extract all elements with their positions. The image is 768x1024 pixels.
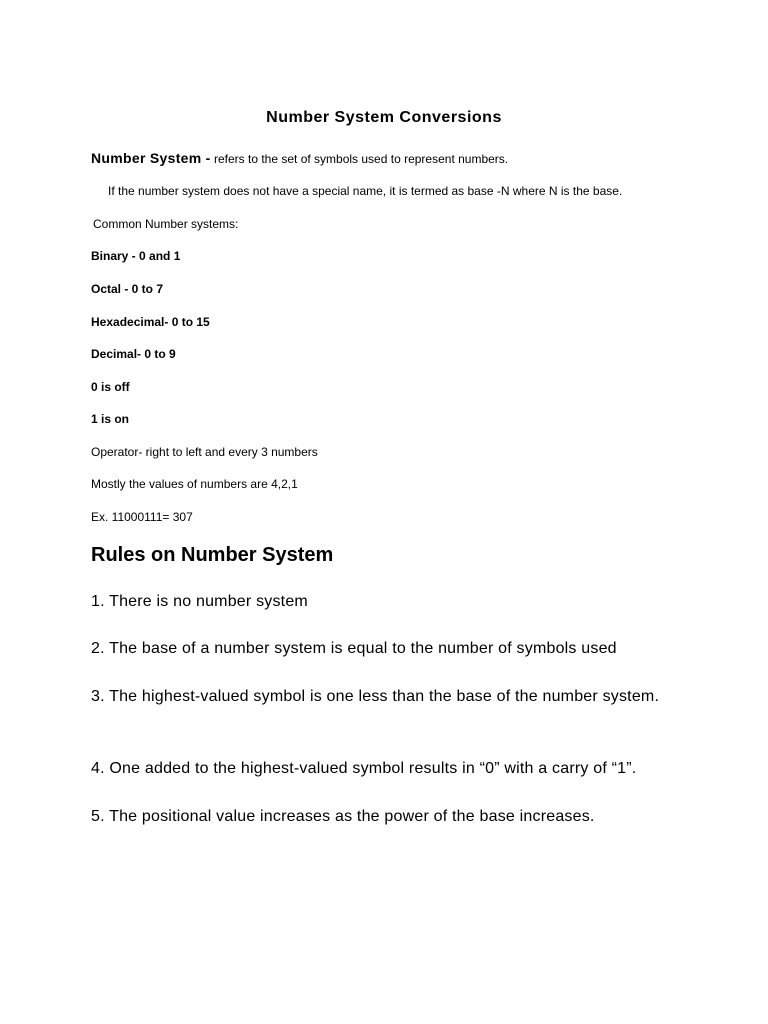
rule-item: 2. The base of a number system is equal to the number of symbols used [91,640,617,657]
number-system-definition [91,150,508,166]
rules-heading: Rules on Number System [91,544,334,566]
system-octal: Octal - 0 to 7 [91,282,164,296]
system-binary: Binary - 0 and 1 [91,249,181,263]
system-hexadecimal: Hexadecimal- 0 to 15 [91,315,210,329]
operator-note: Operator- right to left and every 3 numbers [91,445,318,459]
system-decimal: Decimal- 0 to 9 [91,347,176,361]
definition-term: Number System - [91,150,211,166]
state-on: 1 is on [91,412,130,426]
rule-item: 3. The highest-valued symbol is one less than the base of the number system. [91,688,660,705]
document-title: Number System Conversions [266,109,502,126]
state-off: 0 is off [91,380,130,394]
rule-item: 5. The positional value increases as the power of the base increases. [91,808,595,825]
rule-item: 4. One added to the highest-valued symbol results in “0” with a carry of “1”. [91,760,637,777]
common-systems-label: Common Number systems: [93,217,239,231]
example-note: Ex. 11000111= 307 [91,510,193,524]
values-note: Mostly the values of numbers are 4,2,1 [91,477,298,491]
base-n-note: If the number system does not have a special name, it is termed as base -N where N is the base. [108,184,623,198]
rule-item: 1. There is no number system [91,593,308,610]
definition-text: refers to the set of symbols used to represent numbers. [210,152,509,166]
